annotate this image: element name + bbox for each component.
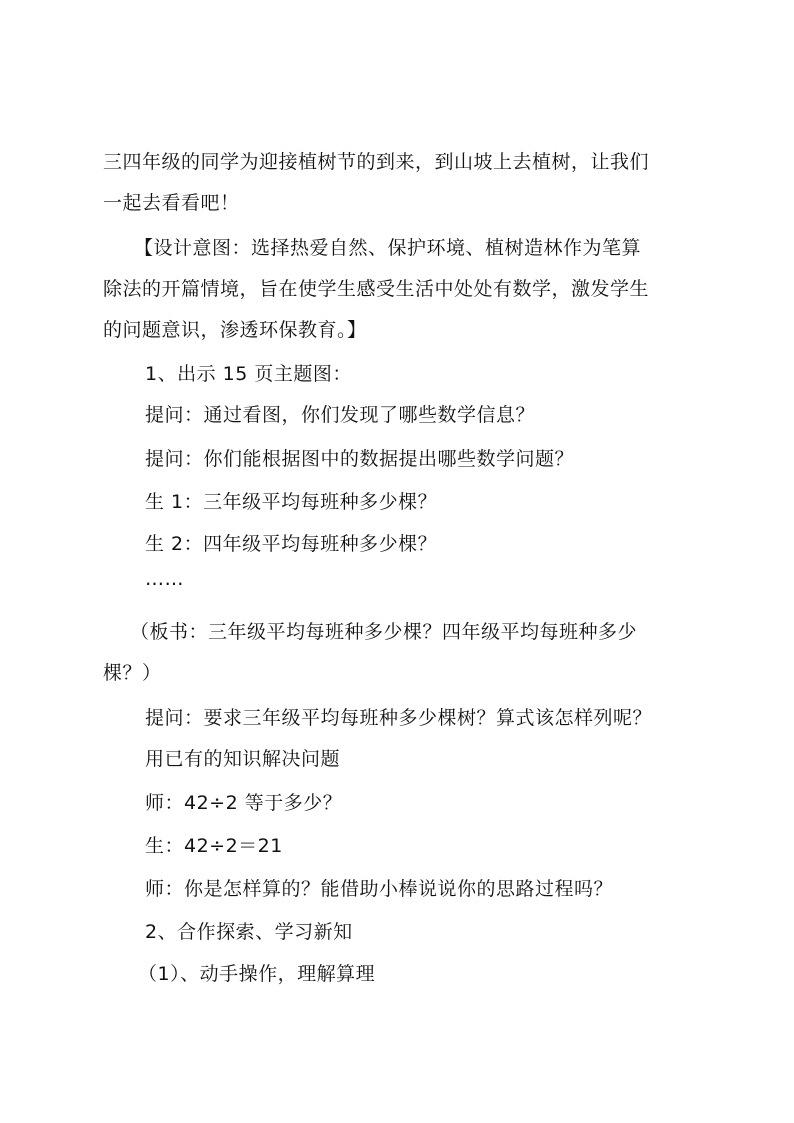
student-answer-line: 生：42÷2＝21 xyxy=(145,835,283,857)
design-intent-line: 的问题意识，渗透环保教育。】 xyxy=(103,319,367,341)
step-heading: 1、出示 15 页主题图： xyxy=(145,363,352,385)
board-writing-line: （板书：三年级平均每班种多少棵？四年级平均每班种多少 xyxy=(130,621,638,643)
question-line: 提问：通过看图，你们发现了哪些数学信息？ xyxy=(145,404,536,426)
teacher-line: 师：你是怎样算的？能借助小棒说说你的思路过程吗？ xyxy=(145,878,614,900)
paragraph-line: 用已有的知识解决问题 xyxy=(145,748,341,770)
design-intent-line: 【设计意图：选择热爱自然、保护环境、植树造林作为笔算 xyxy=(134,237,642,259)
board-writing-line: 棵？） xyxy=(103,662,162,684)
step-heading: 2、合作探索、学习新知 xyxy=(145,921,353,943)
question-line: 提问：要求三年级平均每班种多少棵树？算式该怎样列呢？ xyxy=(145,707,653,729)
teacher-line: 师：42÷2 等于多少？ xyxy=(145,792,343,814)
question-line: 提问：你们能根据图中的数据提出哪些数学问题？ xyxy=(145,448,575,470)
ellipsis-line: …… xyxy=(145,568,184,590)
paragraph-line: 一起去看看吧！ xyxy=(103,192,240,214)
student-answer-line: 生 1：三年级平均每班种多少棵？ xyxy=(145,491,438,513)
student-answer-line: 生 2：四年级平均每班种多少棵？ xyxy=(145,533,438,555)
paragraph-line: 三四年级的同学为迎接植树节的到来，到山坡上去植树，让我们 xyxy=(103,151,650,173)
design-intent-line: 除法的开篇情境，旨在使学生感受生活中处处有数学，激发学生 xyxy=(103,278,650,300)
sub-step-heading: （1）、动手操作，理解算理 xyxy=(138,963,376,985)
